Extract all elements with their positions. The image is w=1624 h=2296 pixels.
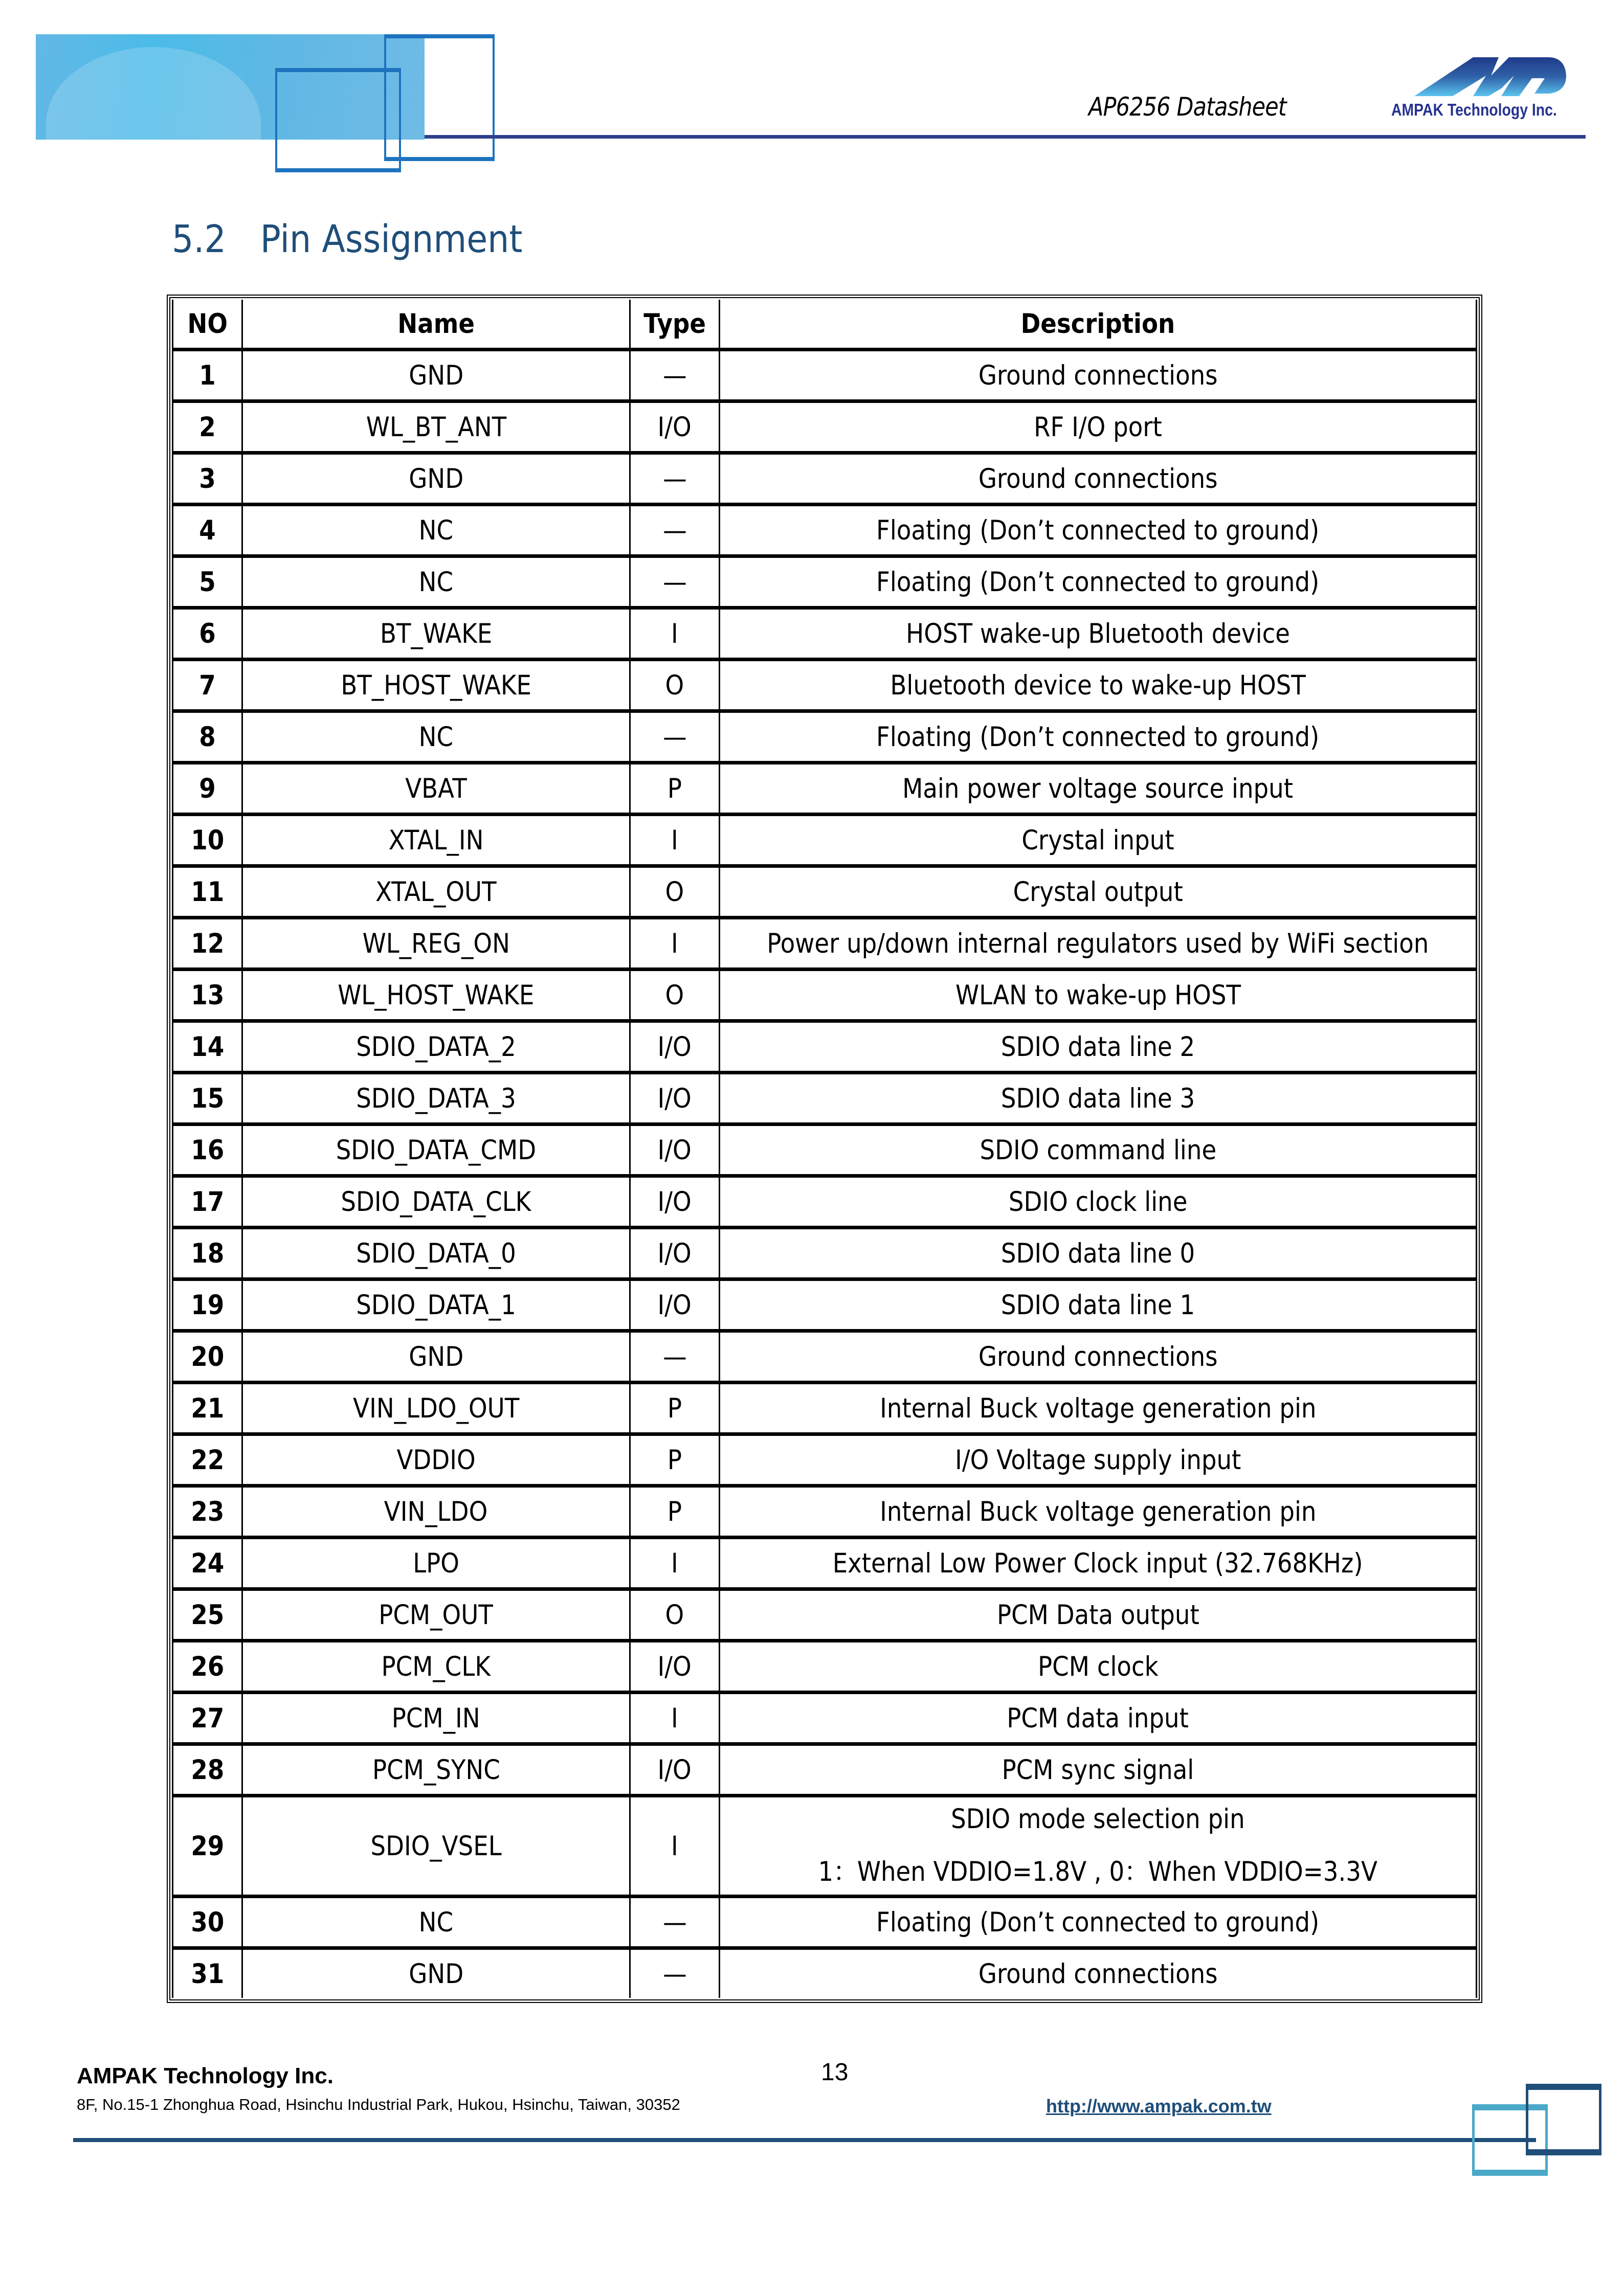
table-header-row — [173, 300, 1477, 350]
cell-description: Crystal input — [720, 815, 1477, 866]
table-row — [173, 1897, 1477, 1948]
column-header-type: Type — [630, 300, 720, 350]
cell-name: GND — [242, 1331, 630, 1383]
cell-name: VDDIO — [242, 1434, 630, 1486]
cell-description: Floating (Don’t connected to ground) — [720, 1897, 1477, 1948]
table-row — [173, 918, 1477, 970]
table-row — [173, 401, 1477, 453]
cell-no: 27 — [173, 1693, 242, 1744]
table-row — [173, 1538, 1477, 1589]
cell-description: Ground connections — [720, 1948, 1477, 1998]
cell-type: — — [630, 1948, 720, 1998]
table-row — [173, 1641, 1477, 1693]
table-row — [173, 711, 1477, 763]
table-row — [173, 763, 1477, 815]
cell-name: NC — [242, 711, 630, 763]
cell-no: 23 — [173, 1486, 242, 1538]
cell-description-line2: 1：When VDDIO=1.8V , 0：When VDDIO=3.3V — [818, 1856, 1378, 1887]
cell-description: PCM Data output — [720, 1589, 1477, 1641]
table-row — [173, 505, 1477, 556]
cell-description: SDIO command line — [720, 1124, 1477, 1176]
table-row — [173, 1073, 1477, 1124]
cell-name: VIN_LDO — [242, 1486, 630, 1538]
cell-name: XTAL_IN — [242, 815, 630, 866]
header-wave-shape — [46, 47, 261, 200]
cell-description: Power up/down internal regulators used by WiFi section — [720, 918, 1477, 970]
cell-description: Internal Buck voltage generation pin — [720, 1486, 1477, 1538]
section-number: 5.2 — [172, 217, 226, 261]
cell-description: Floating (Don’t connected to ground) — [720, 711, 1477, 763]
cell-type: P — [630, 1383, 720, 1434]
cell-type: I — [630, 1693, 720, 1744]
cell-no: 4 — [173, 505, 242, 556]
table-row — [173, 453, 1477, 505]
footer-decoration-box — [1526, 2084, 1601, 2155]
cell-type: P — [630, 763, 720, 815]
logo-text: AMPAK Technology Inc. — [1391, 100, 1557, 119]
cell-no: 21 — [173, 1383, 242, 1434]
cell-type: I — [630, 918, 720, 970]
cell-description: SDIO data line 1 — [720, 1279, 1477, 1331]
table-row — [173, 1434, 1477, 1486]
cell-name: SDIO_DATA_0 — [242, 1228, 630, 1279]
cell-no: 12 — [173, 918, 242, 970]
cell-name: WL_REG_ON — [242, 918, 630, 970]
document-title: AP6256 Datasheet — [1088, 92, 1286, 122]
cell-no: 8 — [173, 711, 242, 763]
cell-no: 31 — [173, 1948, 242, 1998]
cell-no: 7 — [173, 660, 242, 711]
cell-description: Bluetooth device to wake-up HOST — [720, 660, 1477, 711]
cell-type: — — [630, 350, 720, 401]
cell-description: Floating (Don’t connected to ground) — [720, 505, 1477, 556]
header-decoration-box — [275, 68, 401, 172]
section-heading: Pin Assignment — [260, 217, 523, 261]
cell-no: 28 — [173, 1744, 242, 1796]
cell-type: I/O — [630, 401, 720, 453]
cell-no: 19 — [173, 1279, 242, 1331]
table-row — [173, 1176, 1477, 1228]
section-title — [172, 217, 523, 261]
cell-type: P — [630, 1434, 720, 1486]
cell-description: Ground connections — [720, 350, 1477, 401]
table-row — [173, 1383, 1477, 1434]
table-row — [173, 1021, 1477, 1073]
cell-no: 18 — [173, 1228, 242, 1279]
cell-description: SDIO data line 3 — [720, 1073, 1477, 1124]
cell-description: I/O Voltage supply input — [720, 1434, 1477, 1486]
cell-name: LPO — [242, 1538, 630, 1589]
cell-type: — — [630, 1897, 720, 1948]
cell-no: 2 — [173, 401, 242, 453]
table-row — [173, 815, 1477, 866]
header-decoration-box — [384, 34, 495, 161]
cell-no: 14 — [173, 1021, 242, 1073]
header-rule — [425, 135, 1586, 139]
cell-no: 10 — [173, 815, 242, 866]
cell-name: SDIO_DATA_3 — [242, 1073, 630, 1124]
cell-description: Main power voltage source input — [720, 763, 1477, 815]
table-row — [173, 1486, 1477, 1538]
table-row — [173, 1331, 1477, 1383]
table-row — [173, 1693, 1477, 1744]
cell-description: Ground connections — [720, 453, 1477, 505]
cell-description: Internal Buck voltage generation pin — [720, 1383, 1477, 1434]
cell-description: HOST wake-up Bluetooth device — [720, 608, 1477, 660]
cell-no: 24 — [173, 1538, 242, 1589]
cell-name: WL_BT_ANT — [242, 401, 630, 453]
cell-name: SDIO_VSEL — [242, 1796, 630, 1897]
cell-no: 17 — [173, 1176, 242, 1228]
cell-type: — — [630, 1331, 720, 1383]
cell-description: PCM clock — [720, 1641, 1477, 1693]
footer-address: 8F, No.15-1 Zhonghua Road, Hsinchu Industrial Park, Hukou, Hsinchu, Taiwan, 30352 — [77, 2096, 680, 2113]
table-row — [173, 608, 1477, 660]
cell-type: P — [630, 1486, 720, 1538]
cell-type: I/O — [630, 1073, 720, 1124]
column-header-no: NO — [173, 300, 242, 350]
cell-name: XTAL_OUT — [242, 866, 630, 918]
cell-no: 11 — [173, 866, 242, 918]
table-row — [173, 1279, 1477, 1331]
cell-name: PCM_CLK — [242, 1641, 630, 1693]
column-header-description: Description — [720, 300, 1477, 350]
cell-no: 29 — [173, 1796, 242, 1897]
cell-name: VIN_LDO_OUT — [242, 1383, 630, 1434]
cell-description: SDIO data line 2 — [720, 1021, 1477, 1073]
cell-name: SDIO_DATA_2 — [242, 1021, 630, 1073]
table-row — [173, 556, 1477, 608]
cell-type: O — [630, 866, 720, 918]
cell-description: Floating (Don’t connected to ground) — [720, 556, 1477, 608]
cell-type: O — [630, 970, 720, 1021]
cell-no: 16 — [173, 1124, 242, 1176]
cell-type: — — [630, 505, 720, 556]
cell-name: GND — [242, 350, 630, 401]
cell-type: I — [630, 608, 720, 660]
table-row — [173, 970, 1477, 1021]
footer-url-link[interactable]: http://www.ampak.com.tw — [1046, 2096, 1272, 2117]
cell-description: SDIO clock line — [720, 1176, 1477, 1228]
cell-no: 3 — [173, 453, 242, 505]
cell-description: PCM data input — [720, 1693, 1477, 1744]
cell-no: 15 — [173, 1073, 242, 1124]
cell-type: I — [630, 1538, 720, 1589]
cell-no: 1 — [173, 350, 242, 401]
pin-assignment-table — [167, 295, 1482, 2003]
table-row — [173, 1796, 1477, 1897]
cell-no: 22 — [173, 1434, 242, 1486]
cell-name: PCM_SYNC — [242, 1744, 630, 1796]
cell-type: — — [630, 711, 720, 763]
cell-name: GND — [242, 1948, 630, 1998]
cell-type: — — [630, 453, 720, 505]
cell-type: I/O — [630, 1279, 720, 1331]
cell-type: I — [630, 1796, 720, 1897]
table-row — [173, 1589, 1477, 1641]
cell-name: NC — [242, 1897, 630, 1948]
cell-type: I/O — [630, 1641, 720, 1693]
cell-type: O — [630, 1589, 720, 1641]
cell-type: I/O — [630, 1228, 720, 1279]
cell-name: PCM_IN — [242, 1693, 630, 1744]
cell-name: NC — [242, 556, 630, 608]
cell-type: O — [630, 660, 720, 711]
cell-name: VBAT — [242, 763, 630, 815]
cell-type: I/O — [630, 1021, 720, 1073]
cell-name: SDIO_DATA_CLK — [242, 1176, 630, 1228]
table-row — [173, 1124, 1477, 1176]
cell-no: 13 — [173, 970, 242, 1021]
table-row — [173, 866, 1477, 918]
cell-type: I/O — [630, 1176, 720, 1228]
footer-company: AMPAK Technology Inc. — [77, 2063, 333, 2088]
cell-type: I — [630, 815, 720, 866]
cell-no: 26 — [173, 1641, 242, 1693]
cell-type: I/O — [630, 1124, 720, 1176]
cell-name: BT_HOST_WAKE — [242, 660, 630, 711]
cell-type: — — [630, 556, 720, 608]
table-row — [173, 660, 1477, 711]
footer-rule — [73, 2138, 1536, 2142]
table-row — [173, 350, 1477, 401]
cell-type: I/O — [630, 1744, 720, 1796]
cell-no: 5 — [173, 556, 242, 608]
cell-no: 20 — [173, 1331, 242, 1383]
cell-description: Crystal output — [720, 866, 1477, 918]
cell-name: NC — [242, 505, 630, 556]
column-header-name: Name — [242, 300, 630, 350]
cell-description: WLAN to wake-up HOST — [720, 970, 1477, 1021]
cell-no: 25 — [173, 1589, 242, 1641]
cell-description: Ground connections — [720, 1331, 1477, 1383]
cell-description: PCM sync signal — [720, 1744, 1477, 1796]
cell-no: 9 — [173, 763, 242, 815]
table-row — [173, 1228, 1477, 1279]
cell-description: SDIO mode selection pin 1：When VDDIO=1.8V , 0：When VDDIO=3.3V — [720, 1796, 1477, 1897]
cell-name: SDIO_DATA_1 — [242, 1279, 630, 1331]
cell-name: SDIO_DATA_CMD — [242, 1124, 630, 1176]
cell-description: SDIO data line 0 — [720, 1228, 1477, 1279]
cell-name: BT_WAKE — [242, 608, 630, 660]
cell-name: PCM_OUT — [242, 1589, 630, 1641]
table-row — [173, 1948, 1477, 1998]
page-number: 13 — [821, 2059, 849, 2086]
table-row — [173, 1744, 1477, 1796]
cell-name: WL_HOST_WAKE — [242, 970, 630, 1021]
cell-name: GND — [242, 453, 630, 505]
cell-description: External Low Power Clock input (32.768KHz) — [720, 1538, 1477, 1589]
cell-description: RF I/O port — [720, 401, 1477, 453]
cell-no: 30 — [173, 1897, 242, 1948]
cell-no: 6 — [173, 608, 242, 660]
